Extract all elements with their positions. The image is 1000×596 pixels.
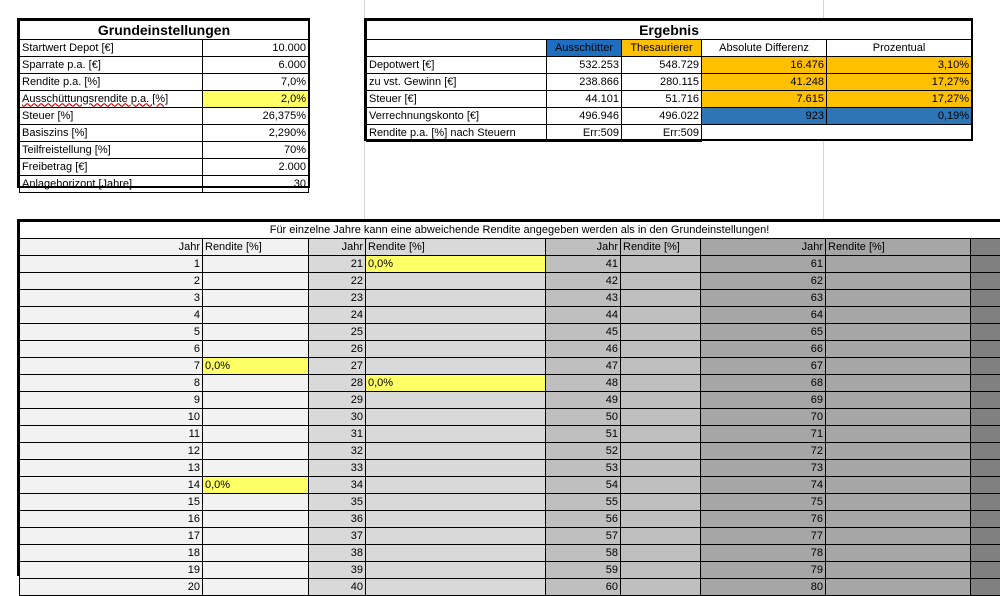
- year-number: 74: [701, 477, 826, 494]
- grund-value-cell[interactable]: 2,290%: [203, 125, 309, 142]
- year-number: 36: [309, 511, 366, 528]
- rendite-input[interactable]: [621, 443, 701, 460]
- year-row: [20, 307, 1000, 324]
- thesaurierer-value[interactable]: 280.115: [622, 74, 702, 91]
- rendite-input[interactable]: [621, 256, 701, 273]
- year-number: 35: [309, 494, 366, 511]
- rendite-input[interactable]: [203, 290, 309, 307]
- year-row: [20, 256, 1000, 273]
- year-row: [20, 460, 1000, 477]
- rendite-input[interactable]: [203, 460, 309, 477]
- ergebnis-title: Ergebnis: [367, 21, 972, 40]
- rendite-input[interactable]: [366, 494, 546, 511]
- jahr-header: Jahr: [20, 239, 203, 256]
- year-number: 53: [546, 460, 621, 477]
- rendite-input[interactable]: [621, 273, 701, 290]
- grundeinstellungen-table: [19, 20, 309, 193]
- rendite-input[interactable]: [366, 358, 546, 375]
- year-row: [20, 477, 1000, 494]
- year-row: [20, 290, 1000, 307]
- grund-value-cell[interactable]: 70%: [203, 142, 309, 159]
- rendite-input[interactable]: [366, 290, 546, 307]
- ergebnis-label: Steuer [€]: [367, 91, 547, 108]
- year-number: 31: [309, 426, 366, 443]
- year-number: 76: [701, 511, 826, 528]
- extra-column: [971, 494, 1000, 511]
- grund-row: [20, 108, 309, 125]
- extra-column: [971, 392, 1000, 409]
- rendite-input[interactable]: [826, 273, 971, 290]
- thesaurierer-header: Thesaurierer: [622, 40, 702, 57]
- rendite-input[interactable]: [826, 409, 971, 426]
- year-row: [20, 511, 1000, 528]
- prozentual-value[interactable]: 17,27%: [827, 74, 972, 91]
- year-number: 4: [20, 307, 203, 324]
- rendite-input[interactable]: [621, 562, 701, 579]
- grundeinstellungen-title: Grundeinstellungen: [20, 21, 309, 40]
- year-row: [20, 375, 1000, 392]
- rendite-input[interactable]: [366, 324, 546, 341]
- rendite-input[interactable]: [203, 307, 309, 324]
- prozentual-header: Prozentual: [827, 40, 972, 57]
- rendite-input[interactable]: [826, 460, 971, 477]
- year-number: 2: [20, 273, 203, 290]
- rendite-input[interactable]: [203, 375, 309, 392]
- year-number: 1: [20, 256, 203, 273]
- extra-column: [971, 341, 1000, 358]
- rendite-input[interactable]: [366, 392, 546, 409]
- absolute-differenz-value[interactable]: 41.248: [702, 74, 827, 91]
- rendite-input[interactable]: [826, 307, 971, 324]
- ausschuetter-value[interactable]: 44.101: [547, 91, 622, 108]
- year-number: 46: [546, 341, 621, 358]
- year-number: 44: [546, 307, 621, 324]
- extra-column: [971, 358, 1000, 375]
- ergebnis-row: [367, 57, 972, 74]
- year-row: [20, 392, 1000, 409]
- rendite-input[interactable]: [621, 409, 701, 426]
- year-number: 56: [546, 511, 621, 528]
- year-row: [20, 426, 1000, 443]
- year-number: 69: [701, 392, 826, 409]
- year-number: 79: [701, 562, 826, 579]
- grund-row: [20, 40, 309, 57]
- rendite-input[interactable]: [826, 579, 971, 596]
- ergebnis-row: [367, 125, 972, 142]
- grund-label: Steuer [%]: [20, 108, 203, 125]
- rendite-input[interactable]: [826, 341, 971, 358]
- grund-value-cell[interactable]: 10.000: [203, 40, 309, 57]
- year-row: [20, 494, 1000, 511]
- year-number: 7: [20, 358, 203, 375]
- year-number: 20: [20, 579, 203, 596]
- year-number: 50: [546, 409, 621, 426]
- rendite-input[interactable]: [203, 528, 309, 545]
- year-row: [20, 273, 1000, 290]
- year-number: 25: [309, 324, 366, 341]
- ausschuetter-header: Ausschütter: [547, 40, 622, 57]
- rendite-input[interactable]: [621, 545, 701, 562]
- rendite-input[interactable]: [621, 494, 701, 511]
- ergebnis-table: [366, 20, 972, 142]
- year-number: 40: [309, 579, 366, 596]
- rendite-input[interactable]: [621, 477, 701, 494]
- rendite-input[interactable]: [826, 443, 971, 460]
- year-number: 39: [309, 562, 366, 579]
- year-number: 49: [546, 392, 621, 409]
- year-number: 65: [701, 324, 826, 341]
- rendite-input[interactable]: [366, 443, 546, 460]
- rendite-input[interactable]: [826, 545, 971, 562]
- grund-value-cell[interactable]: 26,375%: [203, 108, 309, 125]
- ergebnis-row: [367, 74, 972, 91]
- ergebnis-label: zu vst. Gewinn [€]: [367, 74, 547, 91]
- year-number: 60: [546, 579, 621, 596]
- rendite-input[interactable]: [203, 273, 309, 290]
- year-number: 17: [20, 528, 203, 545]
- grund-label: Freibetrag [€]: [20, 159, 203, 176]
- year-number: 33: [309, 460, 366, 477]
- ergebnis-row: [367, 91, 972, 108]
- jahr-header: Jahr: [701, 239, 826, 256]
- rendite-input[interactable]: [366, 528, 546, 545]
- year-number: 26: [309, 341, 366, 358]
- rendite-input[interactable]: [366, 545, 546, 562]
- absolute-differenz-value[interactable]: 923: [702, 108, 827, 125]
- grund-value-cell[interactable]: 30: [203, 176, 309, 193]
- year-number: 54: [546, 477, 621, 494]
- ergebnis-row: [367, 108, 972, 125]
- rendite-input[interactable]: [203, 443, 309, 460]
- prozentual-value[interactable]: 17,27%: [827, 91, 972, 108]
- grund-label: Rendite p.a. [%]: [20, 74, 203, 91]
- year-number: 15: [20, 494, 203, 511]
- year-number: 59: [546, 562, 621, 579]
- extra-column: [971, 307, 1000, 324]
- year-number: 73: [701, 460, 826, 477]
- year-number: 22: [309, 273, 366, 290]
- year-number: 51: [546, 426, 621, 443]
- grund-label: Startwert Depot [€]: [20, 40, 203, 57]
- year-number: 3: [20, 290, 203, 307]
- rendite-header: Rendite [%]: [826, 239, 971, 256]
- ausschuetter-value[interactable]: 532.253: [547, 57, 622, 74]
- absolute-differenz-value[interactable]: 7.615: [702, 91, 827, 108]
- ergebnis-panel: [364, 18, 973, 141]
- rendite-input[interactable]: [203, 426, 309, 443]
- year-number: 61: [701, 256, 826, 273]
- extra-column: [971, 290, 1000, 307]
- year-number: 75: [701, 494, 826, 511]
- year-number: 42: [546, 273, 621, 290]
- year-row: [20, 443, 1000, 460]
- rendite-input[interactable]: [203, 341, 309, 358]
- rendite-header: Rendite [%]: [203, 239, 309, 256]
- rendite-input[interactable]: [366, 341, 546, 358]
- grund-row: [20, 159, 309, 176]
- rendite-input[interactable]: [621, 528, 701, 545]
- year-row: [20, 358, 1000, 375]
- rendite-input[interactable]: [203, 324, 309, 341]
- extra-column: [971, 256, 1000, 273]
- jahr-header: Jahr: [546, 239, 621, 256]
- year-number: 58: [546, 545, 621, 562]
- jahres-rendite-panel: [17, 219, 1000, 576]
- rendite-input[interactable]: [203, 409, 309, 426]
- thesaurierer-value[interactable]: 51.716: [622, 91, 702, 108]
- thesaurierer-value[interactable]: 548.729: [622, 57, 702, 74]
- year-number: 5: [20, 324, 203, 341]
- grund-value-cell[interactable]: 6.000: [203, 57, 309, 74]
- year-number: 38: [309, 545, 366, 562]
- extra-column: [971, 477, 1000, 494]
- jahres-rendite-table: [19, 221, 1000, 596]
- rendite-input[interactable]: [621, 307, 701, 324]
- year-number: 57: [546, 528, 621, 545]
- year-number: 72: [701, 443, 826, 460]
- year-number: 9: [20, 392, 203, 409]
- rendite-input[interactable]: [621, 579, 701, 596]
- rendite-input[interactable]: [366, 460, 546, 477]
- rendite-input[interactable]: [826, 375, 971, 392]
- rendite-input[interactable]: 0,0%: [366, 256, 546, 273]
- year-number: 80: [701, 579, 826, 596]
- rendite-input[interactable]: [366, 579, 546, 596]
- extra-column: [971, 273, 1000, 290]
- year-number: 43: [546, 290, 621, 307]
- year-number: 66: [701, 341, 826, 358]
- year-row: [20, 562, 1000, 579]
- year-number: 55: [546, 494, 621, 511]
- year-number: 41: [546, 256, 621, 273]
- rendite-input[interactable]: [203, 579, 309, 596]
- rendite-input[interactable]: [621, 460, 701, 477]
- grund-row: [20, 142, 309, 159]
- rendite-input[interactable]: [366, 426, 546, 443]
- year-number: 11: [20, 426, 203, 443]
- grund-label: Sparrate p.a. [€]: [20, 57, 203, 74]
- year-number: 28: [309, 375, 366, 392]
- rendite-input[interactable]: [826, 392, 971, 409]
- rendite-input[interactable]: [203, 562, 309, 579]
- ergebnis-label: Rendite p.a. [%] nach Steuern: [367, 125, 547, 142]
- rendite-input[interactable]: [826, 477, 971, 494]
- rendite-input[interactable]: [826, 511, 971, 528]
- ergebnis-label: Verrechnungskonto [€]: [367, 108, 547, 125]
- ergebnis-header-blank: [367, 40, 547, 57]
- absolute-differenz-header: Absolute Differenz: [702, 40, 827, 57]
- rendite-input[interactable]: [203, 256, 309, 273]
- year-number: 64: [701, 307, 826, 324]
- year-number: 23: [309, 290, 366, 307]
- thesaurierer-value[interactable]: Err:509: [622, 125, 702, 142]
- rendite-input[interactable]: [621, 290, 701, 307]
- empty-cell: [702, 125, 972, 142]
- year-number: 71: [701, 426, 826, 443]
- rendite-input[interactable]: [203, 392, 309, 409]
- jahr-header: Jahr: [309, 239, 366, 256]
- rendite-input[interactable]: [826, 290, 971, 307]
- year-number: 14: [20, 477, 203, 494]
- rendite-input[interactable]: [203, 494, 309, 511]
- ergebnis-label: Depotwert [€]: [367, 57, 547, 74]
- rendite-input[interactable]: [366, 409, 546, 426]
- extra-column: [971, 443, 1000, 460]
- rendite-input[interactable]: [621, 511, 701, 528]
- rendite-input[interactable]: [366, 511, 546, 528]
- grund-row: [20, 125, 309, 142]
- year-number: 52: [546, 443, 621, 460]
- grund-label: Teilfreistellung [%]: [20, 142, 203, 159]
- grund-row: [20, 176, 309, 193]
- year-number: 77: [701, 528, 826, 545]
- year-number: 13: [20, 460, 203, 477]
- year-number: 63: [701, 290, 826, 307]
- rendite-input[interactable]: [621, 392, 701, 409]
- rendite-input[interactable]: [621, 324, 701, 341]
- year-number: 32: [309, 443, 366, 460]
- prozentual-value[interactable]: 0,19%: [827, 108, 972, 125]
- year-number: 48: [546, 375, 621, 392]
- year-number: 37: [309, 528, 366, 545]
- grund-label: Anlagehorizont [Jahre]: [20, 176, 203, 193]
- extra-column: [971, 460, 1000, 477]
- rendite-input[interactable]: [203, 545, 309, 562]
- ausschuetter-value[interactable]: Err:509: [547, 125, 622, 142]
- rendite-header: Rendite [%]: [621, 239, 701, 256]
- grund-row: [20, 91, 309, 108]
- rendite-input[interactable]: [826, 358, 971, 375]
- rendite-input[interactable]: [826, 494, 971, 511]
- extra-column: [971, 511, 1000, 528]
- year-row: [20, 528, 1000, 545]
- rendite-input[interactable]: 0,0%: [203, 477, 309, 494]
- year-number: 18: [20, 545, 203, 562]
- rendite-input[interactable]: [366, 307, 546, 324]
- absolute-differenz-value[interactable]: 16.476: [702, 57, 827, 74]
- rendite-input[interactable]: [621, 375, 701, 392]
- year-number: 6: [20, 341, 203, 358]
- grund-value-cell[interactable]: 2.000: [203, 159, 309, 176]
- year-number: 10: [20, 409, 203, 426]
- rendite-input[interactable]: 0,0%: [366, 375, 546, 392]
- year-number: 78: [701, 545, 826, 562]
- extra-column: [971, 324, 1000, 341]
- rendite-input[interactable]: [826, 324, 971, 341]
- year-number: 16: [20, 511, 203, 528]
- jahres-rendite-banner: Für einzelne Jahre kann eine abweichende Rendite angegeben werden als in den Grundeinstellungen!: [20, 222, 1000, 239]
- year-number: 68: [701, 375, 826, 392]
- year-number: 67: [701, 358, 826, 375]
- rendite-input[interactable]: [826, 426, 971, 443]
- rendite-input[interactable]: [826, 528, 971, 545]
- rendite-input[interactable]: [621, 358, 701, 375]
- extra-column: [971, 375, 1000, 392]
- year-number: 45: [546, 324, 621, 341]
- grund-row: [20, 74, 309, 91]
- year-number: 24: [309, 307, 366, 324]
- rendite-input[interactable]: [621, 341, 701, 358]
- extra-column: [971, 409, 1000, 426]
- rendite-input[interactable]: [826, 562, 971, 579]
- year-number: 21: [309, 256, 366, 273]
- year-row: [20, 409, 1000, 426]
- grund-label: Basiszins [%]: [20, 125, 203, 142]
- grund-row: [20, 57, 309, 74]
- thesaurierer-value[interactable]: 496.022: [622, 108, 702, 125]
- year-row: [20, 341, 1000, 358]
- prozentual-value[interactable]: 3,10%: [827, 57, 972, 74]
- year-number: 29: [309, 392, 366, 409]
- rendite-input[interactable]: [366, 562, 546, 579]
- year-row: [20, 579, 1000, 596]
- year-number: 12: [20, 443, 203, 460]
- year-number: 62: [701, 273, 826, 290]
- year-number: 30: [309, 409, 366, 426]
- year-number: 70: [701, 409, 826, 426]
- rendite-input[interactable]: [366, 477, 546, 494]
- grund-value-cell[interactable]: 7,0%: [203, 74, 309, 91]
- extra-column: [971, 239, 1000, 256]
- ausschuetter-value[interactable]: 238.866: [547, 74, 622, 91]
- rendite-header: Rendite [%]: [366, 239, 546, 256]
- year-row: [20, 324, 1000, 341]
- grund-label: Ausschüttungsrendite p.a. [%]: [20, 91, 203, 108]
- year-number: 8: [20, 375, 203, 392]
- year-number: 27: [309, 358, 366, 375]
- rendite-input[interactable]: [621, 426, 701, 443]
- ausschuetter-value[interactable]: 496.946: [547, 108, 622, 125]
- year-number: 34: [309, 477, 366, 494]
- grund-value-cell[interactable]: 2,0%: [203, 91, 309, 108]
- grundeinstellungen-panel: [17, 18, 310, 188]
- rendite-input[interactable]: [826, 256, 971, 273]
- rendite-input[interactable]: [203, 511, 309, 528]
- year-number: 47: [546, 358, 621, 375]
- rendite-input[interactable]: 0,0%: [203, 358, 309, 375]
- extra-column: [971, 579, 1000, 596]
- rendite-input[interactable]: [366, 273, 546, 290]
- extra-column: [971, 562, 1000, 579]
- year-number: 19: [20, 562, 203, 579]
- extra-column: [971, 426, 1000, 443]
- extra-column: [971, 545, 1000, 562]
- extra-column: [971, 528, 1000, 545]
- year-row: [20, 545, 1000, 562]
